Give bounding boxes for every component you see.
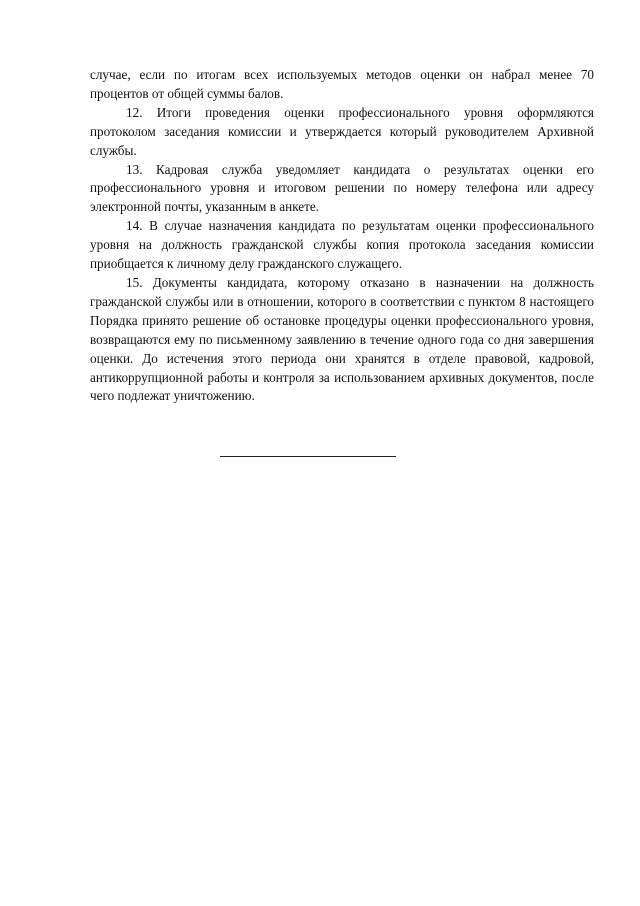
paragraph-13: 13. Кадровая служба уведомляет кандидата о результатах оценки его профессионального уровня и итоговом решении по номеру телефона или адресу электронной почты, указанным в анкете. [90,161,594,215]
document-body [90,66,594,406]
paragraph-continuation: случае, если по итогам всех используемых методов оценки он набрал менее 70 процентов от общей суммы балов. [90,67,594,101]
paragraph-12: 12. Итоги проведения оценки профессионального уровня оформляются протоколом заседания комиссии и утверждается который руководителем Архивной службы. [90,104,594,158]
paragraph-14: 14. В случае назначения кандидата по результатам оценки профессионального уровня на должность гражданской службы копия протокола заседания комиссии приобщается к личному делу гражданского служащего. [90,218,594,272]
end-separator-line [220,456,396,457]
paragraph-15: 15. Документы кандидата, которому отказано в назначении на должность гражданской службы или в отношении, которого в соответствии с пунктом 8 настоящего Порядка принято решение об остановке процедуры оценки профессионального уровня, возвращаются ему по письменному заявлению в течение одного года со дня завершения оценки. До истечения этого периода они хранятся в отделе правовой, кадровой, антикоррупционной работы и контроля за использованием архивных документов, после чего подлежат уничтожению. [90,274,594,404]
